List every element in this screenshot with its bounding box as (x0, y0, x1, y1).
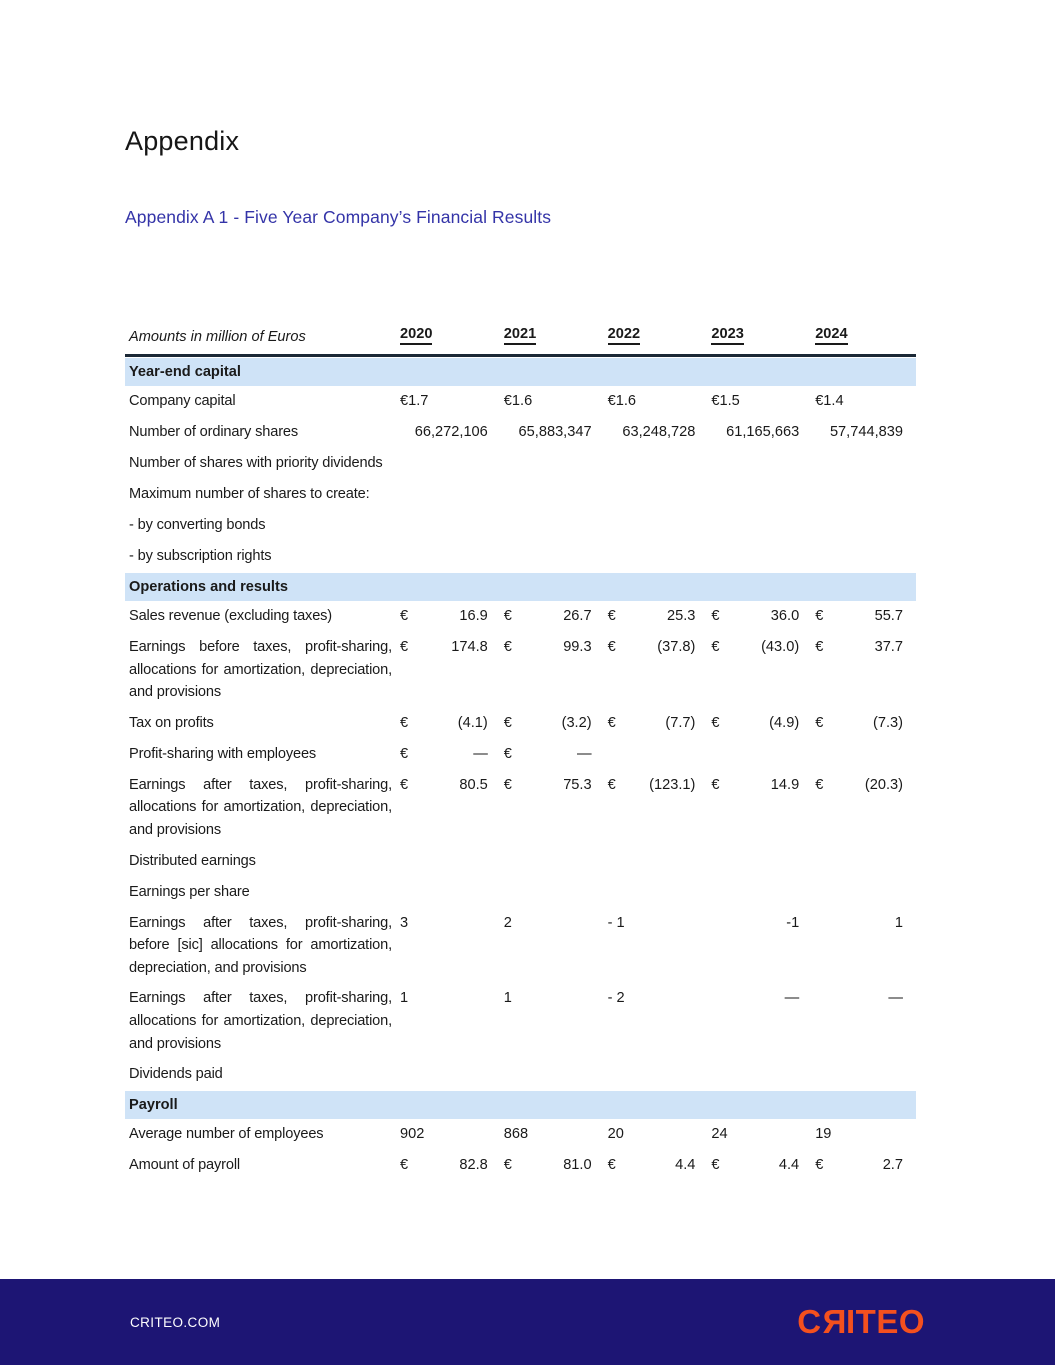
cell-value: (3.2) (561, 714, 592, 731)
criteo-logo (797, 1303, 925, 1341)
table-unit-label: Amounts in million of Euros (129, 329, 306, 345)
year-cell (605, 605, 709, 628)
cell-currency: € (503, 714, 512, 731)
cell-value: 2.7 (882, 1157, 903, 1174)
cell-currency: € (503, 639, 512, 655)
row-label: Sales revenue (excluding taxes) (129, 608, 333, 624)
year-label: 2021 (504, 326, 536, 345)
cell-value: 1 (894, 914, 903, 931)
cell-currency: 20 (607, 1126, 624, 1143)
cell-value: 65,883,347 (518, 424, 592, 440)
year-cell (812, 712, 916, 735)
cell-currency: € (815, 1157, 824, 1174)
cell-currency: € (711, 776, 720, 793)
year-cell (605, 1154, 709, 1177)
cell-value: (4.9) (769, 714, 800, 731)
year-cell (708, 421, 812, 444)
year-label: 2023 (711, 326, 743, 345)
cell-currency: € (400, 714, 409, 731)
cell-value: (123.1) (649, 776, 696, 793)
cell-currency: € (607, 608, 616, 624)
cell-currency: € (400, 1157, 409, 1174)
table-row (125, 601, 916, 632)
cell-value: 61,165,663 (726, 424, 800, 440)
year-cell (397, 987, 501, 1010)
table-row (125, 1119, 916, 1150)
row-label: - by subscription rights (129, 548, 272, 564)
cell-value: 4.4 (778, 1157, 800, 1174)
year-cell (708, 390, 812, 413)
row-label: Profit-sharing with employees (129, 745, 317, 762)
cell-value: (7.7) (665, 714, 696, 731)
year-cell (397, 421, 501, 444)
logo-letter: O (898, 1303, 925, 1340)
year-cell (501, 636, 605, 659)
cell-value: 26.7 (563, 608, 592, 624)
cell-currency: €1.7 (400, 393, 429, 409)
table-row (125, 417, 916, 448)
cell-value: -1 (786, 914, 800, 931)
year-cell (708, 987, 812, 1010)
cell-currency: € (815, 608, 824, 624)
row-label: Distributed earnings (129, 852, 256, 869)
table-row (125, 877, 916, 908)
cell-value: 82.8 (459, 1157, 488, 1174)
cell-value: (43.0) (761, 639, 800, 655)
cell-currency: € (815, 714, 824, 731)
table-row (125, 510, 916, 541)
year-cell (812, 1154, 916, 1177)
year-cell (501, 1123, 605, 1146)
year-cell (812, 912, 916, 935)
cell-value: (7.3) (872, 714, 903, 731)
table-header-row (125, 326, 916, 357)
year-cell (501, 743, 605, 766)
cell-currency: € (711, 714, 720, 731)
year-cell (397, 912, 501, 935)
cell-value: — (473, 745, 488, 762)
logo-letter: T (855, 1303, 877, 1340)
cell-currency: 19 (815, 1126, 832, 1143)
year-cell (397, 774, 501, 797)
cell-currency: € (503, 745, 512, 762)
cell-currency: € (503, 1157, 512, 1174)
cell-value: 55.7 (874, 608, 903, 624)
row-label: Dividends paid (129, 1066, 223, 1083)
year-cell (708, 912, 812, 935)
year-cell (605, 421, 709, 444)
cell-currency: €1.6 (503, 393, 533, 409)
year-column-header (605, 326, 709, 345)
cell-value: — (888, 990, 903, 1007)
year-cell (812, 421, 916, 444)
table-row (125, 479, 916, 510)
year-cell (501, 605, 605, 628)
cell-currency: € (607, 1157, 616, 1174)
cell-currency: 902 (400, 1126, 425, 1143)
year-cell (708, 1123, 812, 1146)
cell-value: — (577, 745, 592, 762)
cell-value: 16.9 (459, 608, 488, 624)
cell-value: 75.3 (563, 776, 592, 793)
footer-site-url: CRITEO.COM (130, 1314, 221, 1330)
cell-currency: € (815, 639, 824, 655)
cell-currency: € (711, 1157, 720, 1174)
year-cell (708, 1154, 812, 1177)
cell-currency: €1.5 (711, 393, 740, 409)
row-label: Maximum number of shares to create: (129, 486, 370, 502)
cell-currency: 1 (400, 990, 409, 1007)
year-cell (501, 712, 605, 735)
year-cell (708, 636, 812, 659)
cell-value: 174.8 (451, 639, 488, 655)
cell-value: (4.1) (457, 714, 488, 731)
cell-currency: - 2 (607, 990, 625, 1007)
row-label: Tax on profits (129, 714, 214, 731)
section-header: Payroll (125, 1091, 916, 1119)
cell-currency: € (815, 776, 824, 793)
row-label: Company capital (129, 393, 236, 409)
row-label: Earnings before taxes, profit-sharing, allocations for amortization, depreciation, and provisions (129, 639, 392, 701)
row-label: Earnings after taxes, profit-sharing, allocations for amortization, depreciation, and provisions (129, 990, 392, 1052)
cell-currency: 24 (711, 1126, 728, 1143)
year-cell (605, 390, 709, 413)
year-cell (605, 1123, 709, 1146)
year-cell (812, 774, 916, 797)
cell-value: 80.5 (459, 776, 488, 793)
year-cell (397, 636, 501, 659)
table-row (125, 386, 916, 417)
year-cell (605, 636, 709, 659)
cell-value: 81.0 (563, 1157, 592, 1174)
cell-currency: € (607, 776, 616, 793)
year-headers (397, 326, 916, 345)
cell-value: 57,744,839 (829, 424, 903, 440)
year-cell (812, 987, 916, 1010)
year-column-header (397, 326, 501, 345)
table-row (125, 983, 916, 1059)
cell-currency: € (400, 639, 409, 655)
financial-results-table (125, 326, 916, 1181)
year-cell (501, 987, 605, 1010)
cell-currency: €1.6 (607, 393, 636, 409)
year-cell (501, 912, 605, 935)
year-column-header (708, 326, 812, 345)
cell-value: (20.3) (864, 776, 903, 793)
year-cell (605, 712, 709, 735)
cell-currency: € (503, 776, 512, 793)
logo-letter: C (797, 1303, 822, 1340)
cell-currency: 1 (503, 990, 512, 1007)
year-cell (708, 774, 812, 797)
table-row (125, 632, 916, 708)
row-label: Earnings after taxes, profit-sharing, allocations for amortization, depreciation, and provisions (129, 776, 392, 838)
row-label: Earnings after taxes, profit-sharing, before [sic] allocations for amortization, depreciation, and provisions (129, 914, 392, 976)
year-cell (708, 605, 812, 628)
year-label: 2022 (608, 326, 640, 345)
cell-value: 37.7 (874, 639, 903, 655)
cell-value: 14.9 (770, 776, 800, 793)
year-cell (397, 1154, 501, 1177)
year-label: 2020 (400, 326, 432, 345)
row-label: Average number of employees (129, 1126, 324, 1143)
table-row (125, 448, 916, 479)
cell-currency: € (503, 608, 512, 624)
year-cell (812, 390, 916, 413)
year-column-header (812, 326, 916, 345)
row-label: - by converting bonds (129, 517, 266, 533)
cell-currency: 2 (503, 914, 512, 931)
row-label: Earnings per share (129, 883, 250, 900)
table-body (125, 358, 916, 1181)
table-row (125, 770, 916, 846)
cell-value: 63,248,728 (622, 424, 696, 440)
section-header: Operations and results (125, 573, 916, 601)
table-row (125, 541, 916, 572)
cell-value: 25.3 (666, 608, 696, 624)
year-cell (501, 774, 605, 797)
cell-value: (37.8) (657, 639, 696, 655)
year-cell (501, 390, 605, 413)
appendix-heading: Appendix A 1 - Five Year Company’s Financial Results (125, 207, 552, 227)
table-row (125, 708, 916, 739)
row-label: Number of ordinary shares (129, 424, 299, 440)
table-row (125, 846, 916, 877)
year-label: 2024 (815, 326, 847, 345)
cell-currency: € (400, 776, 409, 793)
year-cell (397, 712, 501, 735)
year-cell (605, 912, 709, 935)
logo-letter: R (821, 1303, 846, 1340)
logo-letter: I (845, 1303, 856, 1340)
cell-currency: 868 (503, 1126, 529, 1143)
table-row (125, 1059, 916, 1090)
year-cell (812, 636, 916, 659)
cell-value: 99.3 (563, 639, 592, 655)
cell-currency: € (711, 639, 720, 655)
year-cell (397, 605, 501, 628)
row-label: Amount of payroll (129, 1157, 241, 1174)
year-cell (501, 1154, 605, 1177)
page-title: Appendix (125, 126, 240, 156)
cell-value: 66,272,106 (414, 424, 488, 440)
table-row (125, 739, 916, 770)
page-footer (0, 1279, 1055, 1365)
table-row (125, 908, 916, 984)
cell-value: 36.0 (770, 608, 800, 624)
logo-letter: E (876, 1303, 899, 1340)
cell-currency: - 1 (607, 914, 625, 931)
cell-currency: 3 (400, 914, 409, 931)
year-cell (501, 421, 605, 444)
year-cell (397, 390, 501, 413)
cell-currency: € (400, 608, 409, 624)
cell-value: — (784, 990, 800, 1007)
cell-currency: € (400, 745, 409, 762)
cell-currency: € (607, 639, 616, 655)
year-cell (708, 712, 812, 735)
cell-currency: €1.4 (815, 393, 844, 409)
year-cell (397, 1123, 501, 1146)
year-cell (812, 605, 916, 628)
table-row (125, 1150, 916, 1181)
cell-value: 4.4 (675, 1157, 696, 1174)
year-cell (397, 743, 501, 766)
cell-currency: € (607, 714, 616, 731)
row-label: Number of shares with priority dividends (129, 455, 383, 471)
cell-currency: € (711, 608, 720, 624)
year-cell (605, 774, 709, 797)
year-column-header (501, 326, 605, 345)
year-cell (605, 987, 709, 1010)
year-cell (812, 1123, 916, 1146)
section-header: Year-end capital (125, 358, 916, 386)
